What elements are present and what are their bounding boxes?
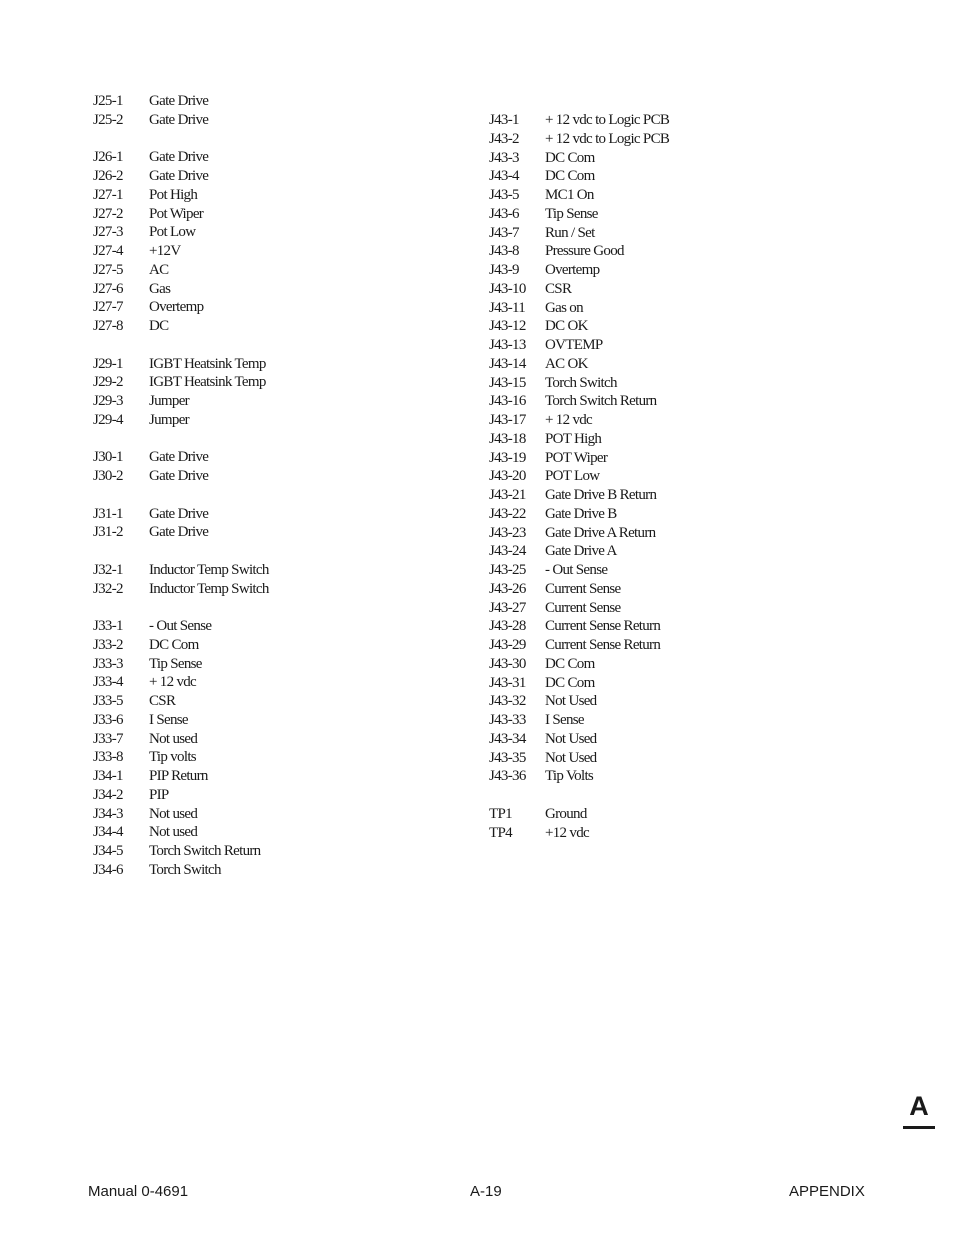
pin-description: Gate Drive B bbox=[545, 505, 617, 522]
pin-label: J43-34 bbox=[489, 730, 526, 747]
pin-label: TP4 bbox=[489, 824, 512, 841]
pin-row bbox=[93, 842, 433, 861]
pin-row bbox=[489, 149, 829, 168]
pin-description: Gate Drive B Return bbox=[545, 487, 657, 503]
pin-description: I Sense bbox=[545, 712, 584, 728]
pin-description: Not Used bbox=[545, 749, 597, 766]
pin-label: J29-3 bbox=[93, 393, 123, 409]
pin-description: POT Low bbox=[545, 468, 600, 485]
pin-label: J43-35 bbox=[489, 749, 526, 766]
pin-label: J43-2 bbox=[489, 130, 519, 147]
pin-label: J43-26 bbox=[489, 580, 526, 597]
pin-label: J27-3 bbox=[93, 224, 123, 241]
pin-label: J30-2 bbox=[93, 468, 123, 484]
pin-label: J43-18 bbox=[489, 430, 526, 447]
pin-row bbox=[93, 223, 433, 242]
pin-row bbox=[93, 111, 433, 130]
pin-label: J29-1 bbox=[93, 355, 123, 372]
pin-description: PIP Return bbox=[149, 768, 208, 784]
pin-label: J43-27 bbox=[489, 599, 526, 616]
pin-description: Jumper bbox=[149, 393, 189, 409]
pin-description: Torch Switch bbox=[545, 374, 617, 391]
pin-label: J43-32 bbox=[489, 693, 526, 710]
pin-row bbox=[489, 392, 829, 411]
pin-description: Gate Drive bbox=[149, 468, 209, 484]
pin-description: Gas on bbox=[545, 299, 583, 316]
pin-description: - Out Sense bbox=[149, 618, 212, 634]
pin-description: Tip Sense bbox=[149, 655, 202, 672]
pin-row bbox=[489, 824, 829, 843]
pin-label: J32-1 bbox=[93, 561, 123, 578]
pin-row bbox=[489, 261, 829, 280]
pin-row bbox=[93, 767, 433, 786]
pin-row bbox=[489, 505, 829, 524]
pin-description: - Out Sense bbox=[545, 562, 608, 578]
pin-label: J27-6 bbox=[93, 280, 123, 297]
pin-description: Inductor Temp Switch bbox=[149, 561, 269, 578]
pin-description: Current Sense Return bbox=[545, 637, 661, 653]
pin-label: J43-5 bbox=[489, 187, 519, 203]
pin-description: PIP bbox=[149, 786, 169, 803]
pin-row bbox=[489, 430, 829, 449]
pin-description: Run / Set bbox=[545, 224, 595, 241]
pin-row bbox=[93, 411, 433, 430]
pin-description: Pot Low bbox=[149, 224, 196, 241]
pin-description: + 12 vdc to Logic PCB bbox=[545, 112, 670, 128]
pin-label: J32-2 bbox=[93, 580, 123, 597]
pin-description: Gate Drive bbox=[149, 93, 209, 109]
pin-description: DC Com bbox=[545, 168, 595, 185]
pin-description: Gate Drive A bbox=[545, 543, 617, 560]
pin-label: J33-2 bbox=[93, 636, 123, 653]
pin-row bbox=[489, 317, 829, 336]
pin-description: Torch Switch Return bbox=[545, 393, 657, 410]
pin-description: DC OK bbox=[545, 318, 588, 335]
pin-row bbox=[489, 561, 829, 580]
pin-description: Ground bbox=[545, 805, 587, 822]
pin-row bbox=[489, 674, 829, 693]
pin-description: + 12 vdc to Logic PCB bbox=[545, 130, 670, 147]
pin-description: Tip Volts bbox=[545, 768, 594, 785]
right-pin-list bbox=[489, 111, 829, 842]
pin-row bbox=[93, 823, 433, 842]
pin-description: Not used bbox=[149, 805, 198, 822]
pin-row bbox=[489, 636, 829, 655]
pin-row bbox=[93, 205, 433, 224]
pin-row bbox=[93, 186, 433, 205]
pin-row bbox=[489, 224, 829, 243]
pin-label: J43-10 bbox=[489, 280, 526, 297]
pin-description: Gate Drive bbox=[149, 111, 209, 128]
pin-row bbox=[93, 317, 433, 336]
pin-description: MC1 On bbox=[545, 187, 594, 203]
pin-row bbox=[93, 617, 433, 636]
pin-label: J43-15 bbox=[489, 374, 526, 391]
pin-label: J43-12 bbox=[489, 318, 526, 335]
pin-label: J43-1 bbox=[489, 112, 519, 128]
pin-row bbox=[489, 205, 829, 224]
pin-label: J43-9 bbox=[489, 262, 519, 278]
pin-label: J34-5 bbox=[93, 843, 123, 859]
appendix-tab-underline bbox=[903, 1126, 935, 1129]
pin-row bbox=[93, 692, 433, 711]
pin-description: Gate Drive A Return bbox=[545, 524, 656, 541]
pin-description: Gate Drive bbox=[149, 449, 209, 466]
pin-description: Overtemp bbox=[545, 262, 600, 278]
pin-label: J25-1 bbox=[93, 93, 123, 109]
pin-row bbox=[489, 749, 829, 768]
pin-description: DC Com bbox=[545, 674, 595, 691]
pin-label: J43-11 bbox=[489, 299, 526, 316]
pin-label: J29-2 bbox=[93, 374, 123, 391]
footer-manual-number: Manual 0-4691 bbox=[88, 1183, 189, 1200]
pin-description: +12V bbox=[149, 243, 181, 259]
pin-label: J43-4 bbox=[489, 168, 519, 185]
pin-label: J31-1 bbox=[93, 505, 123, 522]
pin-label: J33-1 bbox=[93, 618, 123, 634]
pin-row bbox=[489, 299, 829, 318]
pin-label: J43-13 bbox=[489, 337, 526, 353]
pin-row bbox=[489, 130, 829, 149]
pin-description: Torch Switch Return bbox=[149, 843, 261, 859]
pin-row bbox=[489, 467, 829, 486]
pin-description: Current Sense Return bbox=[545, 618, 661, 635]
pin-description: POT High bbox=[545, 430, 602, 447]
pin-label: J33-3 bbox=[93, 655, 123, 672]
pin-row bbox=[489, 167, 829, 186]
pin-row bbox=[93, 298, 433, 317]
pin-description: IGBT Heatsink Temp bbox=[149, 374, 266, 391]
pin-description: Not Used bbox=[545, 693, 597, 710]
pin-row bbox=[93, 655, 433, 674]
pin-label: J26-2 bbox=[93, 168, 123, 184]
pin-label: J34-1 bbox=[93, 768, 123, 784]
pin-label: J43-25 bbox=[489, 562, 526, 578]
pin-row bbox=[489, 280, 829, 299]
pin-description: Gate Drive bbox=[149, 524, 209, 541]
pin-row bbox=[489, 336, 829, 355]
pin-description: DC Com bbox=[545, 655, 595, 672]
pin-row bbox=[489, 355, 829, 374]
pin-row bbox=[93, 392, 433, 411]
pin-description: Overtemp bbox=[149, 299, 204, 316]
pin-description: Gate Drive bbox=[149, 149, 209, 166]
pin-row bbox=[489, 730, 829, 749]
pin-label: J33-5 bbox=[93, 693, 123, 709]
pin-row bbox=[93, 730, 433, 749]
pin-row bbox=[93, 636, 433, 655]
pin-description: DC Com bbox=[545, 149, 595, 166]
pin-label: J43-21 bbox=[489, 487, 526, 503]
pin-label: J43-7 bbox=[489, 224, 519, 241]
pin-row bbox=[489, 486, 829, 505]
pin-row bbox=[93, 786, 433, 805]
pin-label: J34-3 bbox=[93, 805, 123, 822]
pin-row bbox=[93, 711, 433, 730]
pin-description: AC bbox=[149, 261, 169, 278]
pin-row bbox=[489, 524, 829, 543]
pin-label: J43-33 bbox=[489, 712, 526, 728]
left-pin-list bbox=[93, 92, 433, 880]
pin-label: J43-23 bbox=[489, 524, 526, 541]
pin-label: J25-2 bbox=[93, 111, 123, 128]
pin-description: I Sense bbox=[149, 711, 188, 728]
pin-row bbox=[93, 505, 433, 524]
pin-label: J30-1 bbox=[93, 449, 123, 466]
pin-label: J43-6 bbox=[489, 205, 519, 222]
pin-row bbox=[93, 805, 433, 824]
pin-row bbox=[93, 748, 433, 767]
pin-row bbox=[489, 599, 829, 618]
pin-label: J34-2 bbox=[93, 786, 123, 803]
pin-row bbox=[489, 111, 829, 130]
pin-row bbox=[93, 167, 433, 186]
pin-row bbox=[93, 448, 433, 467]
pin-label: J43-14 bbox=[489, 355, 526, 372]
pin-description: Gate Drive bbox=[149, 505, 209, 522]
pin-row bbox=[489, 411, 829, 430]
pin-row bbox=[489, 542, 829, 561]
pin-row bbox=[489, 767, 829, 786]
pin-row bbox=[489, 655, 829, 674]
pin-label: J34-6 bbox=[93, 861, 123, 878]
pin-row bbox=[93, 673, 433, 692]
pin-description: CSR bbox=[149, 693, 176, 709]
pin-label: J33-8 bbox=[93, 749, 123, 766]
pin-label: J27-8 bbox=[93, 318, 123, 334]
pin-label: TP1 bbox=[489, 805, 512, 822]
pin-label: J33-7 bbox=[93, 730, 123, 747]
pin-description: Not used bbox=[149, 730, 198, 747]
pin-row bbox=[489, 242, 829, 261]
pin-label: J27-1 bbox=[93, 186, 123, 203]
pin-row bbox=[489, 449, 829, 468]
pin-row bbox=[489, 692, 829, 711]
pin-description: AC OK bbox=[545, 355, 588, 372]
pin-description: Gas bbox=[149, 280, 171, 297]
pin-description: Gate Drive bbox=[149, 168, 209, 184]
pin-description: CSR bbox=[545, 280, 572, 297]
pin-description: DC bbox=[149, 318, 169, 334]
pin-row bbox=[489, 711, 829, 730]
pin-row bbox=[93, 92, 433, 111]
pin-label: J43-31 bbox=[489, 674, 526, 691]
pin-description: Torch Switch bbox=[149, 861, 221, 878]
pin-description: Tip volts bbox=[149, 749, 196, 766]
pin-label: J43-16 bbox=[489, 393, 526, 410]
pin-row bbox=[93, 242, 433, 261]
pin-description: Pressure Good bbox=[545, 243, 624, 260]
pin-description: IGBT Heatsink Temp bbox=[149, 355, 266, 372]
pin-description: Pot High bbox=[149, 186, 198, 203]
appendix-tab-letter: A bbox=[909, 1091, 929, 1121]
pin-row bbox=[93, 373, 433, 392]
pin-row bbox=[93, 355, 433, 374]
pin-label: J34-4 bbox=[93, 824, 123, 841]
pin-row bbox=[489, 580, 829, 599]
pin-label: J33-6 bbox=[93, 711, 123, 728]
pin-row bbox=[93, 148, 433, 167]
pin-description: Not used bbox=[149, 824, 198, 841]
pin-row bbox=[489, 805, 829, 824]
pin-description: +12 vdc bbox=[545, 824, 589, 841]
pin-label: J43-17 bbox=[489, 412, 526, 428]
pin-label: J43-22 bbox=[489, 505, 526, 522]
pin-label: J43-8 bbox=[489, 243, 519, 260]
pin-description: OVTEMP bbox=[545, 337, 603, 353]
pin-label: J43-20 bbox=[489, 468, 526, 485]
pin-label: J43-24 bbox=[489, 543, 526, 560]
pin-label: J43-29 bbox=[489, 637, 526, 653]
pin-label: J27-2 bbox=[93, 205, 123, 222]
pin-row bbox=[93, 523, 433, 542]
pin-description: + 12 vdc bbox=[149, 674, 197, 691]
pin-description: Tip Sense bbox=[545, 205, 598, 222]
pin-label: J43-28 bbox=[489, 618, 526, 635]
pin-label: J27-4 bbox=[93, 243, 123, 259]
pin-description: Current Sense bbox=[545, 599, 621, 616]
pin-description: Not Used bbox=[545, 730, 597, 747]
pin-description: POT Wiper bbox=[545, 449, 608, 466]
pin-label: J43-19 bbox=[489, 449, 526, 466]
pin-label: J43-36 bbox=[489, 768, 526, 785]
pin-label: J27-7 bbox=[93, 299, 123, 316]
pin-label: J43-30 bbox=[489, 655, 526, 672]
pin-label: J26-1 bbox=[93, 149, 123, 166]
pin-row bbox=[93, 261, 433, 280]
pin-label: J29-4 bbox=[93, 411, 123, 428]
pin-description: DC Com bbox=[149, 636, 199, 653]
pin-row bbox=[93, 280, 433, 299]
pin-description: Jumper bbox=[149, 411, 189, 428]
pin-label: J33-4 bbox=[93, 674, 123, 691]
pin-row bbox=[93, 467, 433, 486]
pin-description: Current Sense bbox=[545, 580, 621, 597]
footer-section-name: APPENDIX bbox=[789, 1183, 865, 1200]
pin-row bbox=[489, 617, 829, 636]
pin-row bbox=[489, 186, 829, 205]
pin-label: J31-2 bbox=[93, 524, 123, 541]
pin-description: + 12 vdc bbox=[545, 412, 593, 428]
pin-label: J27-5 bbox=[93, 261, 123, 278]
footer-page-number: A-19 bbox=[470, 1183, 502, 1200]
pin-description: Inductor Temp Switch bbox=[149, 580, 269, 597]
pin-label: J43-3 bbox=[489, 149, 519, 166]
pin-row bbox=[93, 580, 433, 599]
pin-row bbox=[93, 561, 433, 580]
pin-row bbox=[93, 861, 433, 880]
pin-row bbox=[489, 374, 829, 393]
pin-description: Pot Wiper bbox=[149, 205, 204, 222]
